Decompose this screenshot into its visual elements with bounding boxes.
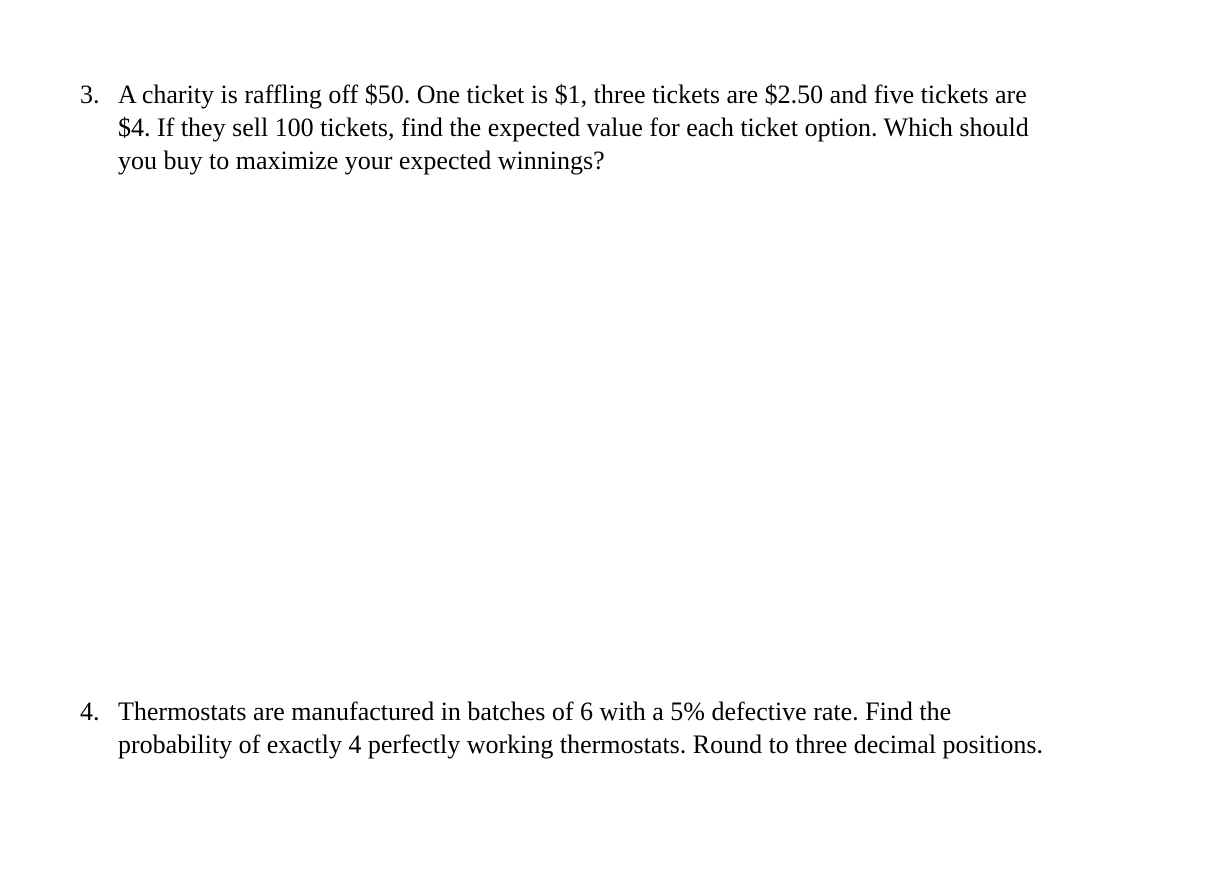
question-line: probability of exactly 4 perfectly working thermostats. Round to three decimal positions.	[118, 730, 1043, 759]
question-number: 3.	[80, 80, 100, 109]
question-3	[80, 78, 1090, 177]
question-line: you buy to maximize your expected winnings?	[118, 146, 605, 175]
question-line: $4. If they sell 100 tickets, find the expected value for each ticket option. Which should	[118, 113, 1029, 142]
question-line: Thermostats are manufactured in batches of 6 with a 5% defective rate. Find the	[118, 697, 952, 726]
question-4	[80, 695, 1090, 761]
question-number: 4.	[80, 697, 100, 726]
question-line: A charity is raffling off $50. One ticket is $1, three tickets are $2.50 and five tickets are	[118, 80, 1027, 109]
question-text	[118, 695, 1090, 761]
question-text	[118, 78, 1090, 177]
